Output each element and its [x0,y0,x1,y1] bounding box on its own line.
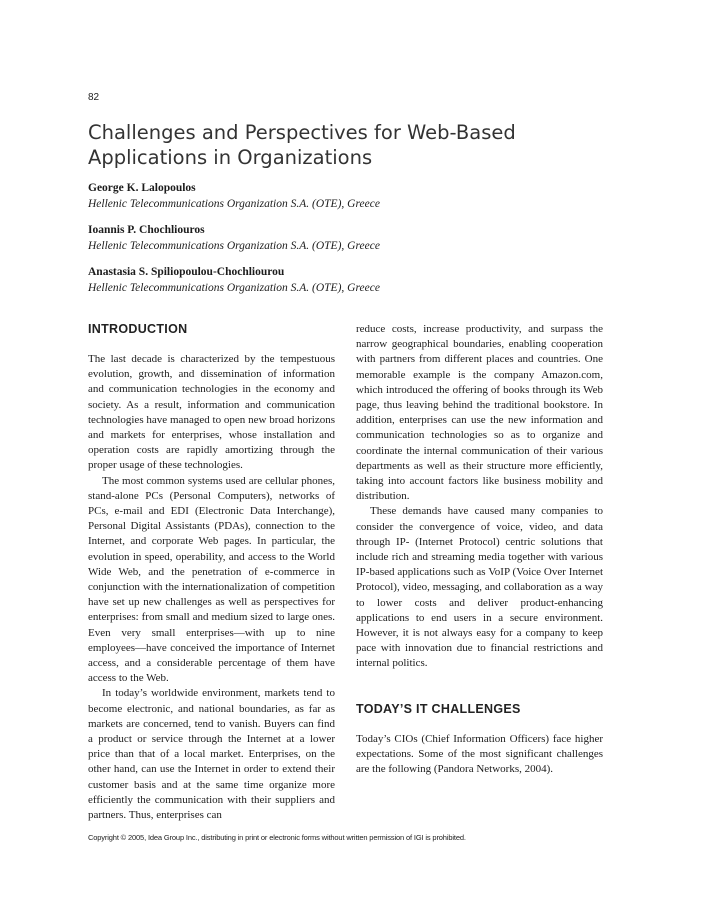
author-block-2 [88,223,628,254]
section-heading-it-challenges: TODAY’S IT CHALLENGES [356,701,521,716]
body-paragraph: These demands have caused many companies to consider the convergence of voice, video, and data through IP- (Internet Protocol) centric solutions that include rich and streaming media together with various IP-based applications such as VoIP (Voice Over Internet Protocol), video, messaging, and collaboration as a way to lower costs and deliver product-enhancing applications to end users in a secure environment. However, it is not always easy for a company to keep pace with innovation due to financial restrictions and internal politics. [356,505,603,670]
body-paragraph: The most common systems used are cellular phones, stand-alone PCs (Personal Computers), networks of PCs, e-mail and EDI (Electronic Data Interchange), Personal Digital Assistants (PDAs), connection to the Internet, and corporate Web pages. In particular, the evolution in speed, operability, and access to the World Wide Web, and the penetration of e-commerce in conjunction with the internationalization of competition have set up new challenges as well as perspectives for enterprises: from small and medium sized to large ones. Even very small enterprises—with up to nine employees—have conceived the importance of Internet access, and a considerable percentage of them have access to the Web. [88,474,335,685]
author-name: Ioannis P. Chochliouros [88,224,205,236]
title-line-1: Challenges and Perspectives for Web-Based [88,121,516,144]
author-affiliation: Hellenic Telecommunications Organization S.A. (OTE), Greece [88,197,380,210]
body-paragraph: In today’s worldwide environment, markets tend to become electronic, and national boundaries, as far as markets are concerned, tend to vanish. Buyers can find a product or service through the Internet at a lower price than that of a local market. Enterprises, on the other hand, can use the Internet in order to extend their customer basis and at the same time organize more efficiently the communication with their suppliers and partners. Thus, enterprises can [88,687,335,822]
body-paragraph: Today’s CIOs (Chief Information Officers) face higher expectations. Some of the most significant challenges are the following (Pandora Networks, 2004). [356,732,603,776]
author-name: George K. Lalopoulos [88,182,196,194]
copyright-footer: Copyright © 2005, Idea Group Inc., distributing in print or electronic forms without written permission of IGI is prohibited. [88,833,466,842]
paper-title [88,120,648,170]
title-line-2: Applications in Organizations [88,146,373,169]
right-column [356,322,603,777]
section-heading-introduction: INTRODUCTION [88,322,188,336]
author-affiliation: Hellenic Telecommunications Organization S.A. (OTE), Greece [88,281,380,294]
page-number: 82 [88,92,100,103]
left-column [88,322,335,823]
author-block-1 [88,181,628,212]
body-paragraph: reduce costs, increase productivity, and surpass the narrow geographical boundaries, enabling cooperation with partners from different places and countries. One memorable example is the company Amazon.com, which introduced the offering of books through its Web page, thus leaving behind the traditional bookstore. In addition, enterprises can use the new information and communication technologies so as to organize and coordinate the internal communication of their various departments as well as their structure more efficiently, taking into account factors like business mobility and distribution. [356,323,603,503]
author-block-3 [88,265,628,296]
author-name: Anastasia S. Spiliopoulou-Chochliourou [88,266,285,278]
body-paragraph: The last decade is characterized by the tempestuous evolution, growth, and dissemination of information and communication technologies in the economy and society. As a result, information and communication technologies have managed to open new broad horizons and markets for enterprises, whose installation and operation costs are rapidly amortizing through the proper usage of these technologies. [88,353,335,472]
author-affiliation: Hellenic Telecommunications Organization S.A. (OTE), Greece [88,239,380,252]
